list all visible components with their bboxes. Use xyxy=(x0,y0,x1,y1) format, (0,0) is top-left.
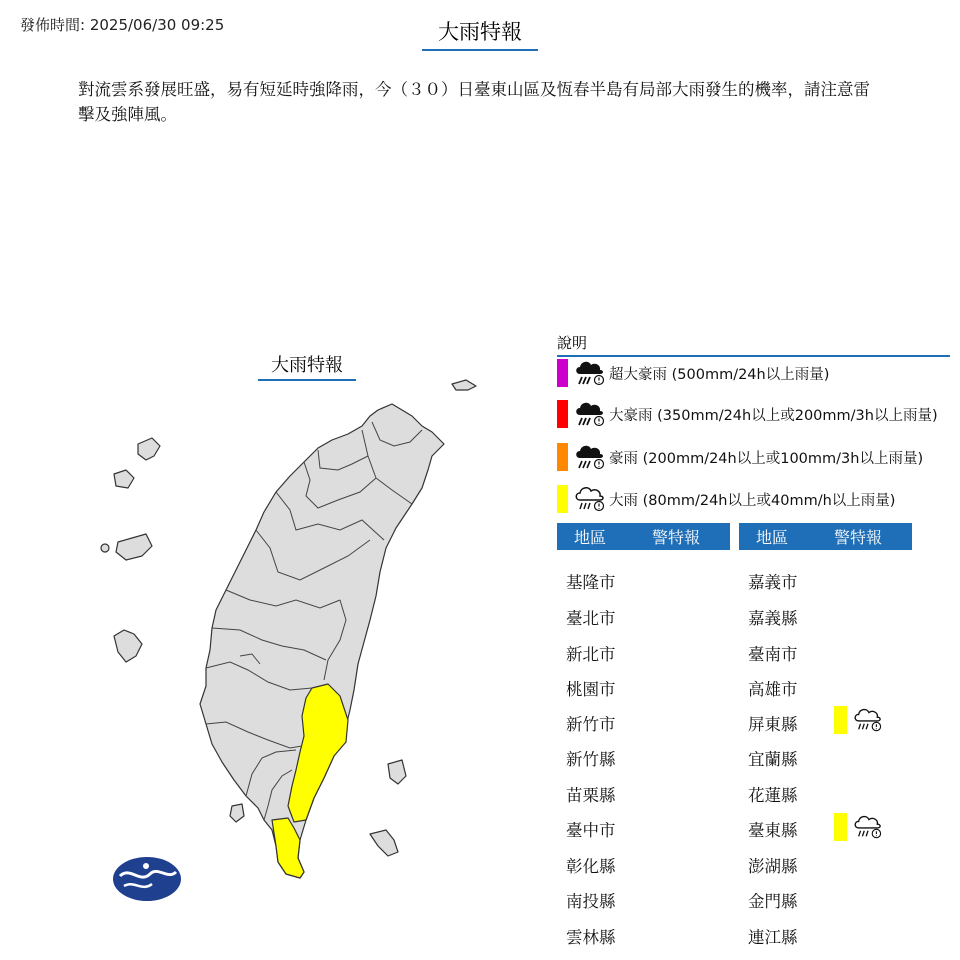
legend-item-label: 豪雨 (200mm/24h以上或100mm/3h以上雨量) xyxy=(609,450,924,467)
region-name: 南投縣 xyxy=(566,892,616,911)
page-title: 大雨特報 xyxy=(422,16,538,51)
warning-description: 對流雲系發展旺盛，易有短延時強降雨，今（３０）日臺東山區及恆春半島有局部大雨發生的機率，請注意雷擊及強陣風。 xyxy=(78,80,870,124)
region-name: 連江縣 xyxy=(748,928,798,947)
table-header-right xyxy=(739,523,912,550)
region-name: 臺東縣 xyxy=(748,821,798,840)
turtle-island xyxy=(452,380,476,390)
region-name: 高雄市 xyxy=(748,680,798,699)
legend-item-extreme-torrential-rain xyxy=(557,358,829,388)
legend-item-torrential-rain xyxy=(557,399,938,429)
region-name: 新北市 xyxy=(566,645,616,664)
region-name: 臺北市 xyxy=(566,609,616,628)
legend-swatch xyxy=(557,485,568,513)
column-header-region: 地區 xyxy=(574,528,607,547)
warning-swatch xyxy=(834,706,847,734)
legend-title: 說明 xyxy=(557,332,950,357)
legend-swatch xyxy=(557,443,568,471)
legend-item-label: 大雨 (80mm/24h以上或40mm/h以上雨量) xyxy=(609,492,896,509)
legend-item-extremely-heavy-rain xyxy=(557,442,923,472)
pingtung-heavy-rain-warning xyxy=(834,706,883,734)
penghu-islands xyxy=(138,438,160,460)
region-name: 新竹縣 xyxy=(566,750,616,769)
legend-item-label: 超大豪雨 (500mm/24h以上雨量) xyxy=(609,366,830,383)
warning-swatch xyxy=(834,813,847,841)
column-header-region: 地區 xyxy=(756,528,789,547)
region-name: 花蓮縣 xyxy=(748,786,798,805)
region-name: 宜蘭縣 xyxy=(748,750,798,769)
extremely-heavy-rain-icon xyxy=(574,442,606,472)
region-name: 澎湖縣 xyxy=(748,857,798,876)
heavy-rain-icon xyxy=(853,706,883,734)
orchid-island xyxy=(370,830,398,856)
region-name: 苗栗縣 xyxy=(566,786,616,805)
heavy-rain-icon xyxy=(574,484,606,514)
torrential-rain-icon xyxy=(574,399,606,429)
map-title: 大雨特報 xyxy=(258,351,356,381)
extreme-torrential-rain-icon xyxy=(574,358,606,388)
region-name: 桃園市 xyxy=(566,680,616,699)
taitung-heavy-rain-warning xyxy=(834,813,883,841)
region-name: 基隆市 xyxy=(566,573,616,592)
region-name: 雲林縣 xyxy=(566,928,616,947)
column-header-warning: 警特報 xyxy=(834,528,883,547)
region-name: 臺中市 xyxy=(566,821,616,840)
region-name: 金門縣 xyxy=(748,892,798,911)
legend-item-label: 大豪雨 (350mm/24h以上或200mm/3h以上雨量) xyxy=(609,407,938,424)
cwa-logo-icon xyxy=(113,857,181,901)
region-name: 彰化縣 xyxy=(566,857,616,876)
table-header-left xyxy=(557,523,730,550)
green-island xyxy=(388,760,406,784)
region-name: 臺南市 xyxy=(748,645,798,664)
region-name: 嘉義縣 xyxy=(748,609,798,628)
region-name: 新竹市 xyxy=(566,715,616,734)
issue-time: 發佈時間: 2025/06/30 09:25 xyxy=(20,16,225,34)
legend-item-heavy-rain xyxy=(557,484,895,514)
region-name: 屏東縣 xyxy=(748,715,798,734)
legend-swatch xyxy=(557,400,568,428)
region-name: 嘉義市 xyxy=(748,573,798,592)
heavy-rain-icon xyxy=(853,813,883,841)
column-header-warning: 警特報 xyxy=(652,528,701,547)
legend-swatch xyxy=(557,359,568,387)
